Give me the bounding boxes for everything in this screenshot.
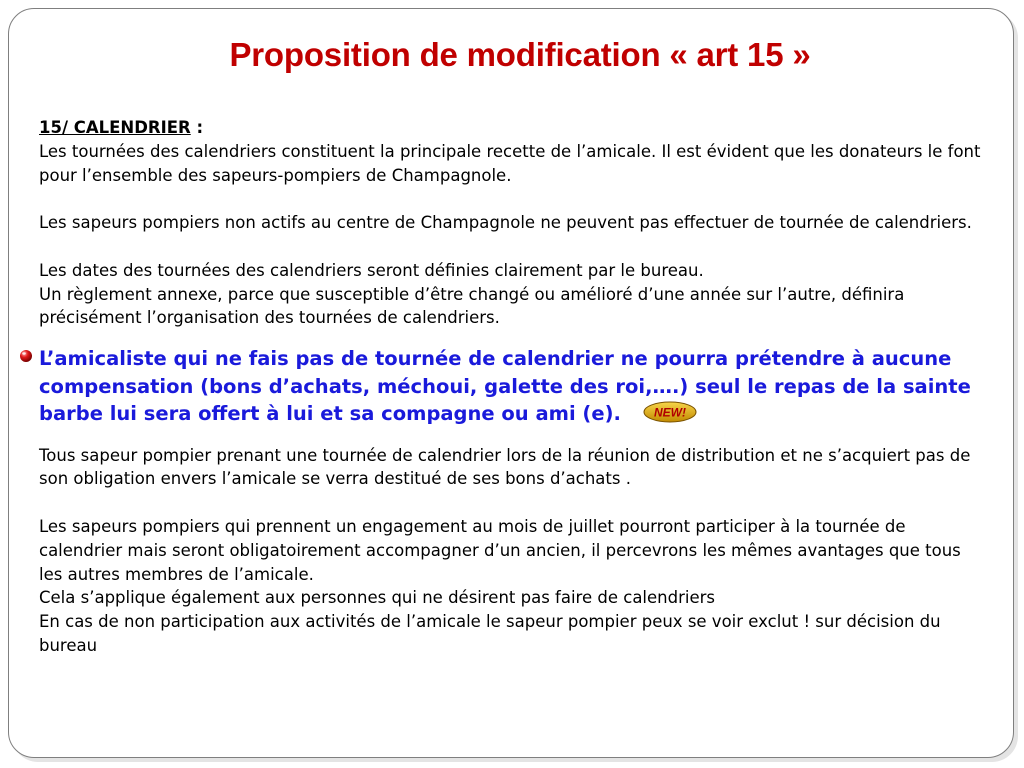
- paragraph-spacer: [39, 428, 984, 444]
- paragraph-spacer: [39, 187, 984, 211]
- distribution-paragraph: Tous sapeur pompier prenant une tournée de calendrier lors de la réunion de distribution et ne s’acquiert pas de son obligation envers l’amicale se verra destitué de ses bons d’achats .: [39, 445, 971, 489]
- highlight-text: L’amicaliste qui ne fais pas de tournée de calendrier ne pourra prétendre à aucune compensation (bons d’achats, méchoui, galette des roi,….) seul le repas de la sainte barbe lui sera offert à lui et sa compagne ou ami (e).: [39, 347, 971, 426]
- paragraph-spacer: [39, 330, 984, 343]
- slide-body: [39, 116, 984, 658]
- paragraph-spacer: [39, 491, 984, 515]
- dates-paragraph: Les dates des tournées des calendriers seront définies clairement par le bureau.: [39, 260, 704, 280]
- section-heading-label: 15/ CALENDRIER: [39, 118, 191, 137]
- cela-paragraph: Cela s’applique également aux personnes qui ne désirent pas faire de calendriers: [39, 588, 715, 608]
- red-ball-bullet-icon: [19, 349, 33, 363]
- intro-paragraph: Les tournées des calendriers constituent la principale recette de l’amicale. Il est évident que les donateurs le font pour l’ensemble des sapeurs-pompiers de Champagnole.: [39, 141, 981, 185]
- exclusion-paragraph: En cas de non participation aux activités de l’amicale le sapeur pompier peux se voir exclut ! sur décision du bureau: [39, 612, 941, 656]
- juillet-paragraph: Les sapeurs pompiers qui prennent un engagement au mois de juillet pourront participer à la tournée de calendrier mais seront obligatoirement accompagner d’un ancien, il percevrons les mêmes avantages que tous les autres membres de l’amicale.: [39, 517, 961, 584]
- reglement-paragraph: Un règlement annexe, parce que susceptible d’être changé ou amélioré d’une année sur l’autre, définira précisément l’organisation des tournées de calendriers.: [39, 284, 905, 328]
- section-heading-suffix: :: [190, 118, 204, 137]
- new-starburst-badge-icon: [642, 400, 698, 424]
- section-heading: [39, 116, 984, 140]
- new-badge-label: NEW!: [653, 405, 686, 420]
- paragraph-spacer: [39, 235, 984, 259]
- highlight-paragraph: [39, 345, 984, 428]
- non-actifs-paragraph: Les sapeurs pompiers non actifs au centre de Champagnole ne peuvent pas effectuer de tournée de calendriers.: [39, 213, 972, 233]
- slide-title: Proposition de modification « art 15 »: [229, 36, 811, 73]
